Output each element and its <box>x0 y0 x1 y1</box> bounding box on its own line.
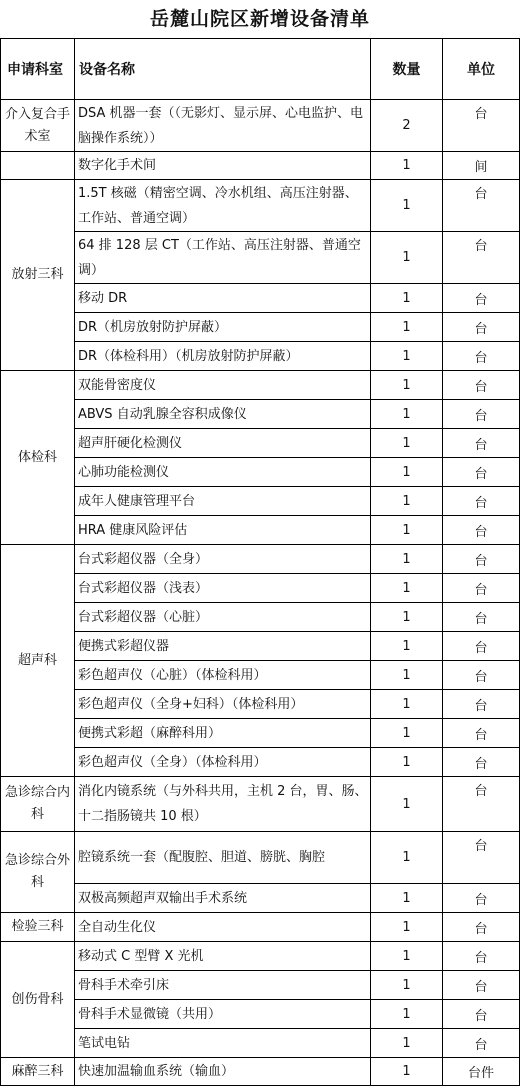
table-row <box>1 942 520 971</box>
equipment-name-cell: 超声肝硬化检测仪 <box>75 429 371 458</box>
quantity-cell: 1 <box>371 884 443 913</box>
table-row <box>1 545 520 574</box>
quantity-cell: 1 <box>371 371 443 400</box>
table-row <box>1 284 520 313</box>
table-row <box>1 632 520 661</box>
table-row <box>1 913 520 942</box>
equipment-name-cell: 腔镜系统一套（配腹腔、胆道、膀胱、胸腔 <box>75 832 371 884</box>
unit-cell: 台 <box>443 942 520 971</box>
quantity-cell: 1 <box>371 632 443 661</box>
equipment-name-cell: 64 排 128 层 CT（工作站、高压注射器、普通空调） <box>75 232 371 284</box>
quantity-cell: 1 <box>371 603 443 632</box>
quantity-cell: 1 <box>371 180 443 232</box>
quantity-cell: 1 <box>371 832 443 884</box>
quantity-cell: 1 <box>371 719 443 748</box>
equipment-name-cell: 彩色超声仪（心脏）（体检科用） <box>75 661 371 690</box>
unit-cell: 台 <box>443 777 520 832</box>
table-row <box>1 603 520 632</box>
quantity-cell: 1 <box>371 971 443 1000</box>
quantity-cell: 1 <box>371 690 443 719</box>
unit-cell: 台 <box>443 232 520 284</box>
table-row <box>1 748 520 777</box>
equipment-name-cell: 笔试电钻 <box>75 1029 371 1058</box>
table-row <box>1 458 520 487</box>
unit-cell: 台 <box>443 458 520 487</box>
quantity-cell: 1 <box>371 942 443 971</box>
dept-cell: 急诊综合外科 <box>1 832 75 913</box>
table-row <box>1 690 520 719</box>
dept-cell: 检验三科 <box>1 913 75 942</box>
equipment-name-cell: 心肺功能检测仪 <box>75 458 371 487</box>
equipment-name-cell: DSA 机器一套（（无影灯、显示屏、心电监护、电脑操作系统）） <box>75 100 371 152</box>
table-row <box>1 371 520 400</box>
unit-cell: 台 <box>443 1000 520 1029</box>
unit-cell: 台 <box>443 1029 520 1058</box>
equipment-name-cell: DR（体检科用）（机房放射防护屏蔽） <box>75 342 371 371</box>
equipment-name-cell: 台式彩超仪器（心脏） <box>75 603 371 632</box>
unit-cell: 台 <box>443 913 520 942</box>
header-dept: 申请科室 <box>1 39 75 100</box>
table-row <box>1 313 520 342</box>
quantity-cell: 1 <box>371 487 443 516</box>
unit-cell: 台 <box>443 884 520 913</box>
header-unit: 单位 <box>443 39 520 100</box>
equipment-name-cell: 数字化手术间 <box>75 152 371 180</box>
equipment-name-cell: 成年人健康管理平台 <box>75 487 371 516</box>
dept-cell: 麻醉三科 <box>1 1058 75 1086</box>
table-row <box>1 516 520 545</box>
unit-cell: 台 <box>443 516 520 545</box>
quantity-cell: 1 <box>371 1029 443 1058</box>
unit-cell: 台 <box>443 603 520 632</box>
equipment-name-cell: 移动式 C 型臂 X 光机 <box>75 942 371 971</box>
equipment-name-cell: 彩色超声仪（全身+妇科）（体检科用） <box>75 690 371 719</box>
header-name: 设备名称 <box>75 39 371 100</box>
equipment-name-cell: 1.5T 核磁（精密空调、冷水机组、高压注射器、工作站、普通空调） <box>75 180 371 232</box>
unit-cell: 台 <box>443 400 520 429</box>
table-row <box>1 661 520 690</box>
equipment-name-cell: 快速加温输血系统（输血） <box>75 1058 371 1086</box>
quantity-cell: 2 <box>371 100 443 152</box>
unit-cell: 台 <box>443 632 520 661</box>
table-row <box>1 777 520 832</box>
unit-cell: 台 <box>443 180 520 232</box>
dept-cell <box>1 152 75 180</box>
equipment-name-cell: 双能骨密度仪 <box>75 371 371 400</box>
quantity-cell: 1 <box>371 661 443 690</box>
quantity-cell: 1 <box>371 1000 443 1029</box>
quantity-cell: 1 <box>371 152 443 180</box>
unit-cell: 台 <box>443 574 520 603</box>
equipment-name-cell: 双极高频超声双输出手术系统 <box>75 884 371 913</box>
quantity-cell: 1 <box>371 232 443 284</box>
unit-cell: 台件 <box>443 1058 520 1086</box>
unit-cell: 台 <box>443 100 520 152</box>
table-row <box>1 232 520 284</box>
unit-cell: 台 <box>443 429 520 458</box>
equipment-name-cell: 全自动生化仪 <box>75 913 371 942</box>
unit-cell: 台 <box>443 487 520 516</box>
unit-cell: 台 <box>443 690 520 719</box>
equipment-name-cell: 便携式彩超（麻醉科用） <box>75 719 371 748</box>
unit-cell: 台 <box>443 371 520 400</box>
table-row <box>1 487 520 516</box>
quantity-cell: 1 <box>371 458 443 487</box>
table-row <box>1 100 520 152</box>
unit-cell: 台 <box>443 971 520 1000</box>
unit-cell: 台 <box>443 748 520 777</box>
page-title: 岳麓山院区新增设备清单 <box>149 8 370 30</box>
dept-cell: 创伤骨科 <box>1 942 75 1058</box>
header-qty: 数量 <box>371 39 443 100</box>
equipment-name-cell: DR（机房放射防护屏蔽） <box>75 313 371 342</box>
equipment-name-cell: 便携式彩超仪器 <box>75 632 371 661</box>
table-header-row <box>1 39 520 100</box>
table-row <box>1 884 520 913</box>
table-row <box>1 400 520 429</box>
table-row <box>1 574 520 603</box>
unit-cell: 间 <box>443 152 520 180</box>
equipment-name-cell: 彩色超声仪（全身）（体检科用） <box>75 748 371 777</box>
quantity-cell: 1 <box>371 913 443 942</box>
equipment-name-cell: 消化内镜系统（与外科共用，主机 2 台，胃、肠、十二指肠镜共 10 根） <box>75 777 371 832</box>
dept-cell: 超声科 <box>1 545 75 777</box>
quantity-cell: 1 <box>371 777 443 832</box>
dept-cell: 急诊综合内科 <box>1 777 75 832</box>
quantity-cell: 1 <box>371 342 443 371</box>
unit-cell: 台 <box>443 545 520 574</box>
table-row <box>1 1029 520 1058</box>
table-row <box>1 152 520 180</box>
dept-cell: 体检科 <box>1 371 75 545</box>
table-row <box>1 180 520 232</box>
quantity-cell: 1 <box>371 748 443 777</box>
equipment-name-cell: 骨科手术牵引床 <box>75 971 371 1000</box>
unit-cell: 台 <box>443 313 520 342</box>
quantity-cell: 1 <box>371 284 443 313</box>
unit-cell: 台 <box>443 832 520 884</box>
equipment-name-cell: 移动 DR <box>75 284 371 313</box>
table-row <box>1 1000 520 1029</box>
quantity-cell: 1 <box>371 313 443 342</box>
quantity-cell: 1 <box>371 1058 443 1086</box>
unit-cell: 台 <box>443 661 520 690</box>
table-body <box>1 100 520 1086</box>
equipment-table <box>0 38 520 1086</box>
equipment-name-cell: HRA 健康风险评估 <box>75 516 371 545</box>
dept-cell: 介入复合手术室 <box>1 100 75 152</box>
quantity-cell: 1 <box>371 429 443 458</box>
table-row <box>1 719 520 748</box>
equipment-name-cell: 台式彩超仪器（浅表） <box>75 574 371 603</box>
equipment-name-cell: 骨科手术显微镜（共用） <box>75 1000 371 1029</box>
quantity-cell: 1 <box>371 400 443 429</box>
quantity-cell: 1 <box>371 516 443 545</box>
quantity-cell: 1 <box>371 545 443 574</box>
table-row <box>1 342 520 371</box>
equipment-name-cell: ABVS 自动乳腺全容积成像仪 <box>75 400 371 429</box>
unit-cell: 台 <box>443 719 520 748</box>
unit-cell: 台 <box>443 284 520 313</box>
unit-cell: 台 <box>443 342 520 371</box>
equipment-name-cell: 台式彩超仪器（全身） <box>75 545 371 574</box>
dept-cell: 放射三科 <box>1 180 75 371</box>
table-row <box>1 971 520 1000</box>
table-row <box>1 429 520 458</box>
table-row <box>1 832 520 884</box>
table-row <box>1 1058 520 1086</box>
quantity-cell: 1 <box>371 574 443 603</box>
